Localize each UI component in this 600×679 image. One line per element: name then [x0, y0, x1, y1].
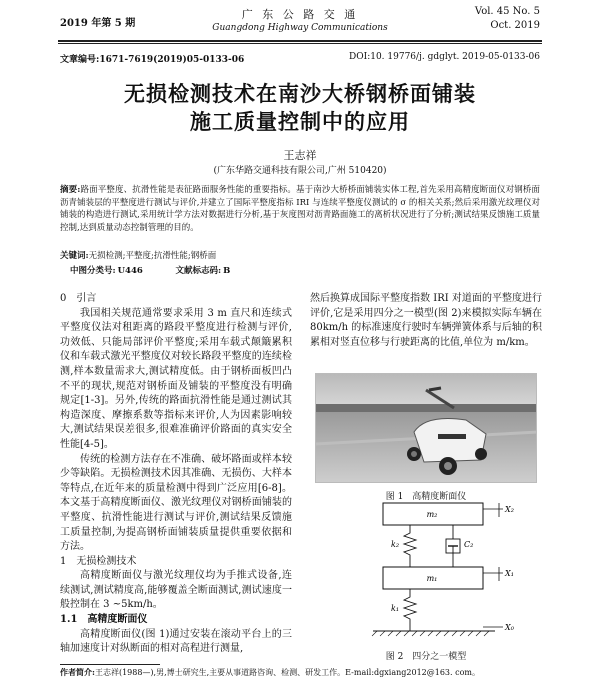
journal-name-en: Guangdong Highway Communications	[212, 23, 388, 33]
left-column	[60, 292, 292, 657]
title-line-1: 无损检测技术在南沙大桥钢桥面铺装	[124, 82, 476, 106]
label-x2: X₂	[505, 505, 514, 514]
tire-spring	[404, 589, 416, 631]
journal-name-cn: 广 东 公 路 交 通	[241, 8, 359, 21]
paragraph: 高精度断面仪(图 1)通过安装在滚动平台上的三轴加速度计对纵断面的相对高程进行测量,	[60, 628, 292, 655]
paragraph: 传统的检测方法存在不准确、破坏路面或样本较少等缺陷。无损检测技术因其准确、无损伤、大样本等特点,在近年来的质量检测中得到广泛应用[6-8]。本文基于高精度断面仪、激光纹理仪对钢桥面铺装的平整度、抗滑性能进行测试与评价,测试结果反馈施工质量控制,为提高钢桥面铺装质量提供重要依据和方法。	[60, 453, 292, 553]
subsection-heading-profiler: 1.1 高精度断面仪	[60, 614, 148, 626]
footnote-label: 作者简介:	[60, 667, 95, 677]
author-affiliation: (广东华路交通科技有限公司,广州 510420)	[213, 166, 387, 176]
clc-label: 中图分类号:	[70, 266, 116, 276]
quarter-car-diagram	[335, 499, 530, 647]
doi: DOI:10. 19776/j. gdglyt. 2019-05-0133-06	[349, 52, 540, 62]
abstract-text: 路面平整度、抗滑性能是表征路面服务性能的重要指标。基于南沙大桥桥面铺装实体工程,首先采用高精度断面仪对钢桥面沥青铺装层的平整度进行测试与评价,并建立了国际平整度指标 IRI 与连续平整度仪测试的 σ 的相关关系;然后采用激光纹理仪对铺装的构造进行测试,采用统计学方法对数据进行分析,基于灰度图对沥青路面施工的离析状况进行了分析;测试结果反馈施工质量控制,达到质量动态控制管理的目的。	[60, 185, 541, 233]
author-name: 王志祥	[283, 149, 317, 162]
keywords-label: 关键词:	[60, 251, 89, 261]
label-x1: X₁	[505, 569, 514, 578]
profiler-photo-illustration	[316, 374, 537, 483]
label-k1: k₁	[391, 604, 400, 613]
issue-date: Oct. 2019	[490, 20, 540, 31]
label-x0: X₀	[505, 623, 514, 632]
author-footnote	[60, 667, 550, 678]
figure-1-caption: 图 1 高精度断面仪	[385, 492, 467, 502]
keywords	[60, 249, 540, 261]
label-c2: C₂	[464, 540, 474, 549]
title-line-2: 施工质量控制中的应用	[190, 110, 410, 134]
figure-quarter-car-model	[335, 499, 530, 647]
header-rule-thin	[58, 43, 542, 44]
doc-code-label: 文献标志码:	[175, 266, 222, 276]
label-m1: m₁	[426, 574, 438, 583]
abstract-label: 摘要:	[60, 185, 81, 195]
footnote-text: 王志祥(1988—),男,博士研究生,主要从事道路咨询、检测、研发工作。E-mail:dgxiang2012@163. com。	[94, 668, 480, 677]
doc-code: B	[223, 266, 231, 276]
figure-profiler-photo	[315, 373, 537, 483]
classification	[70, 264, 260, 276]
paragraph: 然后换算成国际平整度指数 IRI 对道面的平整度进行评价,它是采用四分之一模型(图 2)来模拟实际车辆在 80km/h 的标准速度行驶时车辆弹簧体系与后轴的积累相对竖直位移与行驶距离的比值,单位为 m/km。	[310, 293, 542, 348]
label-m2: m₂	[426, 510, 438, 519]
right-column	[310, 292, 542, 350]
header-rule-thick	[58, 40, 542, 42]
paragraph: 高精度断面仪与激光纹理仪均为手推式设备,连续测试,测试精度高,能够覆盖全断面测试,测试速度一般控制在 3 ~5km/h。	[60, 570, 292, 611]
footnote-rule	[60, 664, 160, 665]
suspension-spring	[404, 525, 416, 567]
figure-2-caption: 图 2 四分之一模型	[385, 652, 467, 662]
paragraph: 我国相关规范通常要求采用 3 m 直尺和连续式平整度仪法对租距离的路段平整度进行检测与评价,功效低、只能局部评价平整度;采用车载式颠簸累积仪和车载式激光平整度仪对较长路段平整度的连续检测,样本数量需求大,测试精度低。由于钢桥面板凹凸不平的现状,规范对钢桥面及铺装的平整度没有明确规定[1-3]。另外,传统的路面抗滑性能是通过测试其构造深度、摩擦系数等指标来评价,人为因素影响较大,测试结果误差很多,很难准确评价路面的真实安全性能[4-5]。	[60, 307, 292, 450]
section-heading-intro: 0 引言	[60, 293, 97, 304]
abstract	[60, 184, 540, 234]
volume-number: Vol. 45 No. 5	[474, 6, 540, 17]
keywords-text: 无损检测;平整度;抗滑性能;钢桥面	[88, 251, 217, 261]
article-number: 文章编号:1671-7619(2019)05-0133-06	[60, 55, 245, 65]
running-header	[0, 0, 600, 42]
paper-title	[0, 80, 600, 136]
clc-code: U446	[117, 266, 143, 276]
label-k2: k₂	[391, 540, 400, 549]
section-heading-ndt: 1 无损检测技术	[60, 555, 137, 567]
issue-label: 2019 年第 5 期	[60, 18, 136, 29]
volume-info	[475, 5, 540, 33]
